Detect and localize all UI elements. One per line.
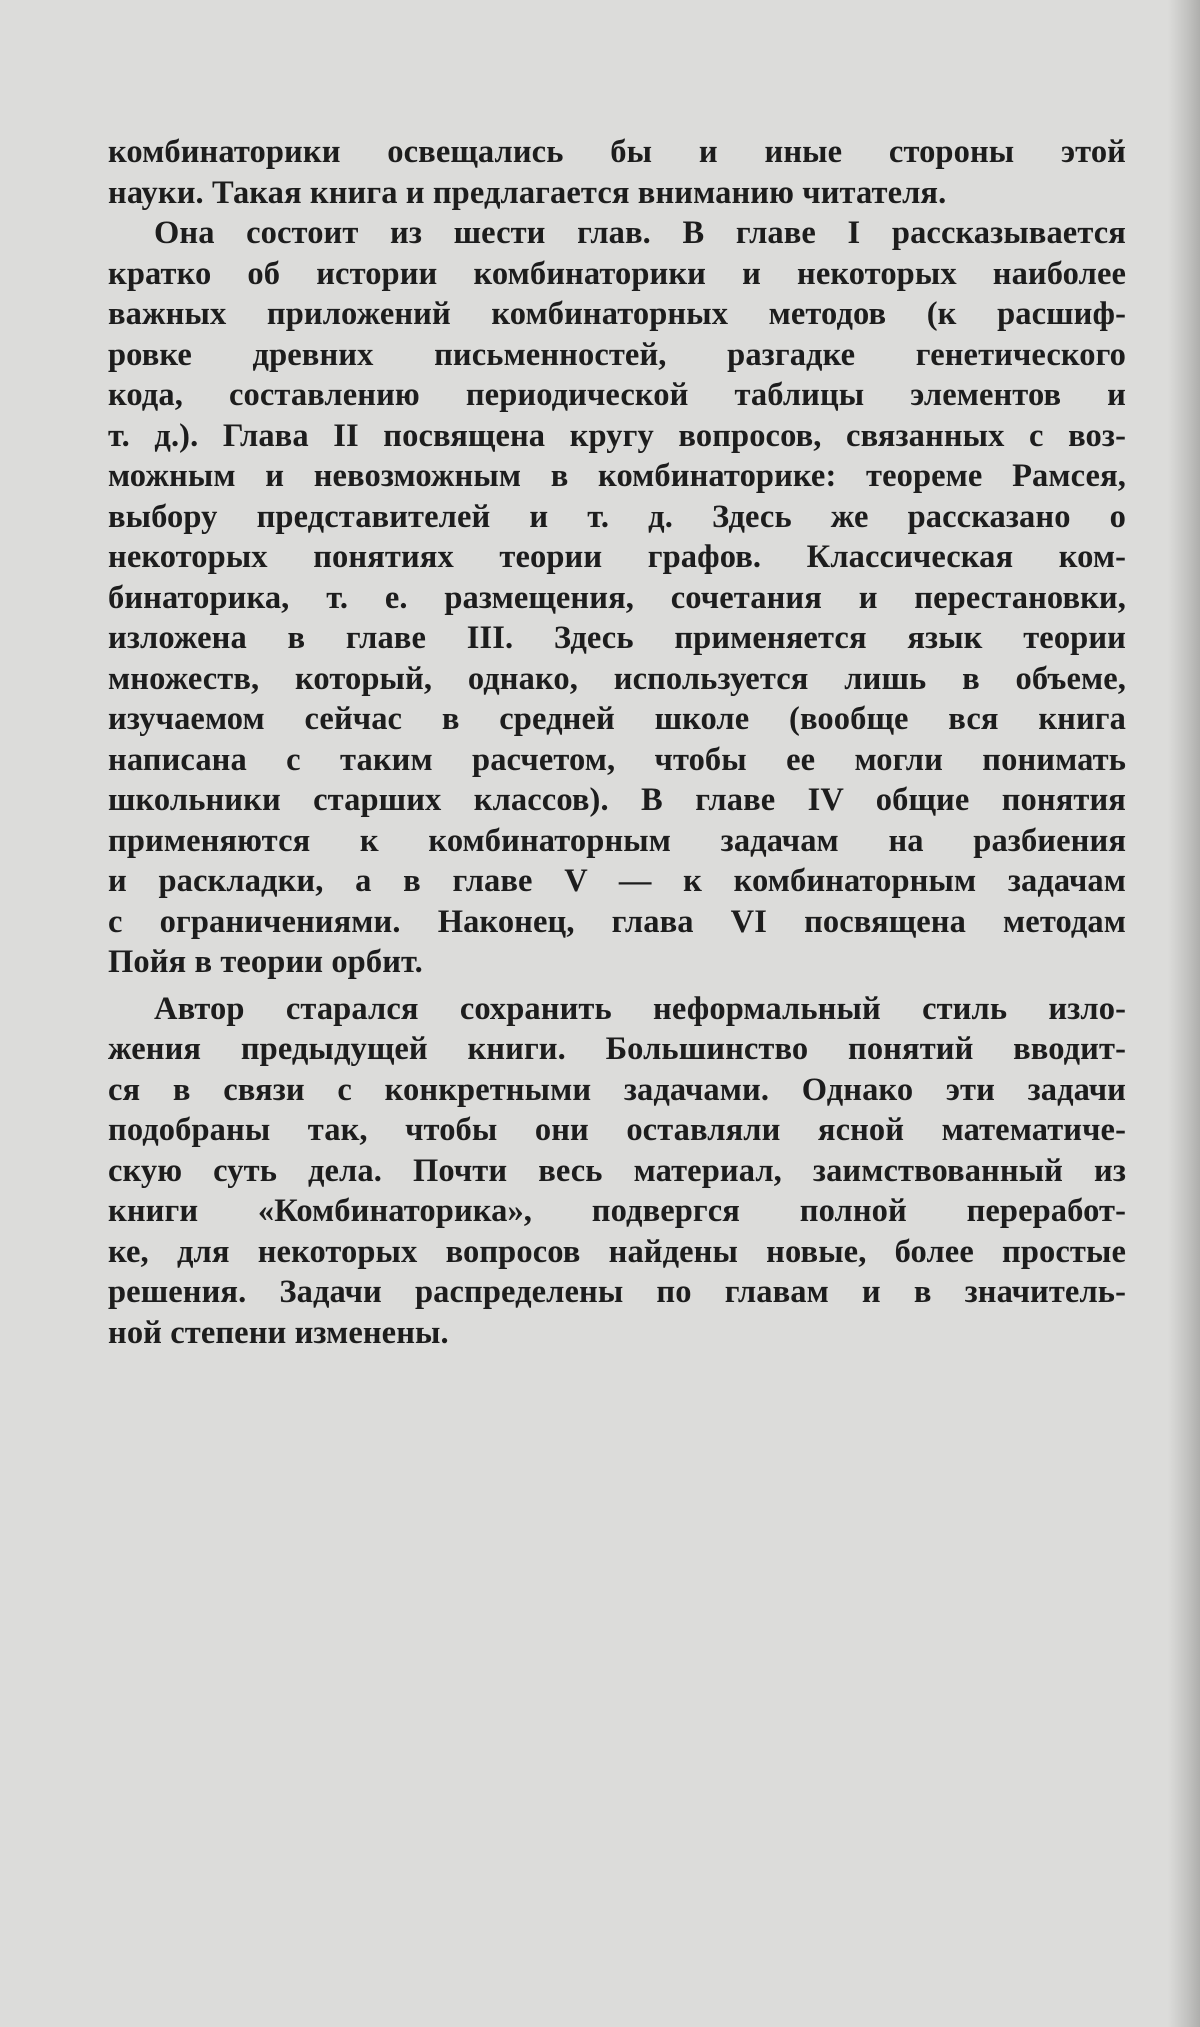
text-line: написана с таким расчетом, чтобы ее могли понимать	[108, 741, 1126, 778]
text-line: т. д.). Глава II посвящена кругу вопросов, связанных с воз-	[108, 417, 1126, 454]
page-edge-shadow	[1168, 0, 1200, 2027]
text-line: с ограничениями. Наконец, глава VI посвящена методам	[108, 903, 1126, 940]
text-line: науки. Такая книга и предлагается вниманию читателя.	[108, 174, 947, 211]
paragraph-1	[108, 132, 1126, 213]
text-line: Автор старался сохранить неформальный стиль изло-	[154, 990, 1126, 1027]
text-line: комбинаторики освещались бы и иные стороны этой	[108, 134, 1126, 170]
text-line: множеств, который, однако, используется лишь в объеме,	[108, 660, 1126, 697]
paragraph-2	[108, 213, 1126, 983]
text-line: выбору представителей и т. д. Здесь же рассказано о	[108, 498, 1126, 535]
text-line: книги «Комбинаторика», подвергся полной переработ-	[108, 1193, 1126, 1229]
text-line: ся в связи с конкретными задачами. Однако эти задачи	[108, 1071, 1126, 1108]
text-line: изложена в главе III. Здесь применяется язык теории	[108, 620, 1126, 656]
text-line: школьники старших классов). В главе IV общие понятия	[108, 782, 1126, 818]
text-line: Она состоит из шести глав. В главе I рассказывается	[154, 215, 1126, 251]
text-line: кратко об истории комбинаторики и некоторых наиболее	[108, 255, 1126, 292]
text-line: ке, для некоторых вопросов найдены новые, более простые	[108, 1233, 1126, 1270]
text-line: кода, составлению периодической таблицы элементов и	[108, 377, 1126, 413]
text-line: Пойя в теории орбит.	[108, 944, 423, 980]
text-line: применяются к комбинаторным задачам на разбиения	[108, 822, 1126, 859]
text-line: решения. Задачи распределены по главам и в значитель-	[108, 1274, 1126, 1310]
text-line: изучаемом сейчас в средней школе (вообще вся книга	[108, 701, 1126, 737]
text-line: важных приложений комбинаторных методов (к расшиф-	[108, 296, 1126, 332]
text-line: подобраны так, чтобы они оставляли ясной математиче-	[108, 1112, 1126, 1148]
text-line: некоторых понятиях теории графов. Классическая ком-	[108, 539, 1126, 575]
text-line: ровке древних письменностей, разгадке генетического	[108, 336, 1126, 373]
text-line: можным и невозможным в комбинаторике: теореме Рамсея,	[108, 458, 1126, 494]
text-line: скую суть дела. Почти весь материал, заимствованный из	[108, 1152, 1126, 1189]
text-line: жения предыдущей книги. Большинство понятий вводит-	[108, 1031, 1126, 1067]
paragraph-3	[108, 989, 1126, 1354]
text-line: ной степени изменены.	[108, 1314, 449, 1351]
page-body-text	[108, 132, 1126, 1353]
text-line: бинаторика, т. е. размещения, сочетания и перестановки,	[108, 579, 1126, 616]
text-line: и раскладки, а в главе V — к комбинаторным задачам	[108, 863, 1126, 899]
